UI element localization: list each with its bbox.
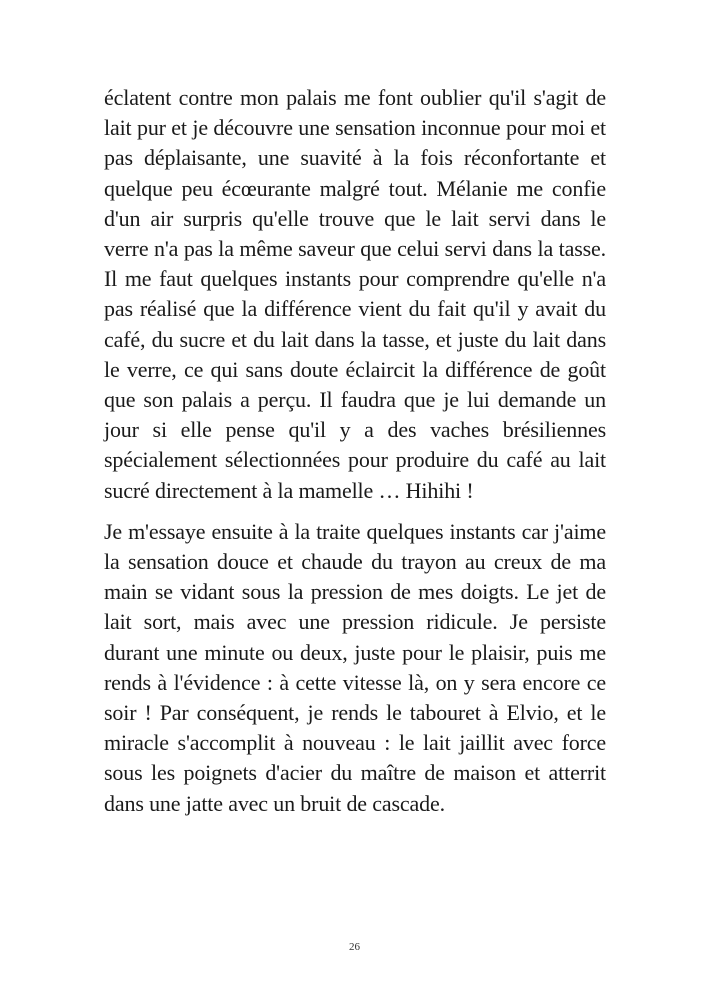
page-body: [104, 83, 606, 819]
paragraph-2: Je m'essaye ensuite à la traite quelques instants car j'aime la sensation douce et chaude du trayon au creux de ma main se vidant sous la pression de mes doigts. Le jet de lait sort, mais avec une pression ridicule. Je persiste durant une minute ou deux, juste pour le plaisir, puis me rends à l'évidence : à cette vitesse là, on y sera encore ce soir ! Par conséquent, je rends le tabouret à Elvio, et le miracle s'accomplit à nouveau : le lait jaillit avec force sous les poignets d'acier du maître de maison et atterrit dans une jatte avec un bruit de cascade.: [104, 518, 606, 816]
paragraph-1: éclatent contre mon palais me font oublier qu'il s'agit de lait pur et je découvre une sensation inconnue pour moi et pas déplaisante, une suavité à la fois réconfortante et quelque peu écœurante malgré tout. Mélanie me confie d'un air surpris qu'elle trouve que le lait servi dans le verre n'a pas la même saveur que celui servi dans la tasse. Il me faut quelques instants pour comprendre qu'elle n'a pas réalisé que la différence vient du fait qu'il y avait du café, du sucre et du lait dans la tasse, et juste du lait dans le verre, ce qui sans doute éclaircit la différence de goût que son palais a perçu. Il faudra que je lui demande un jour si elle pense qu'il y a des vaches brésiliennes spécialement sélectionnées pour produire du café au lait sucré directement à la mamelle … Hihihi !: [104, 85, 606, 503]
page-number: 26: [349, 941, 360, 953]
